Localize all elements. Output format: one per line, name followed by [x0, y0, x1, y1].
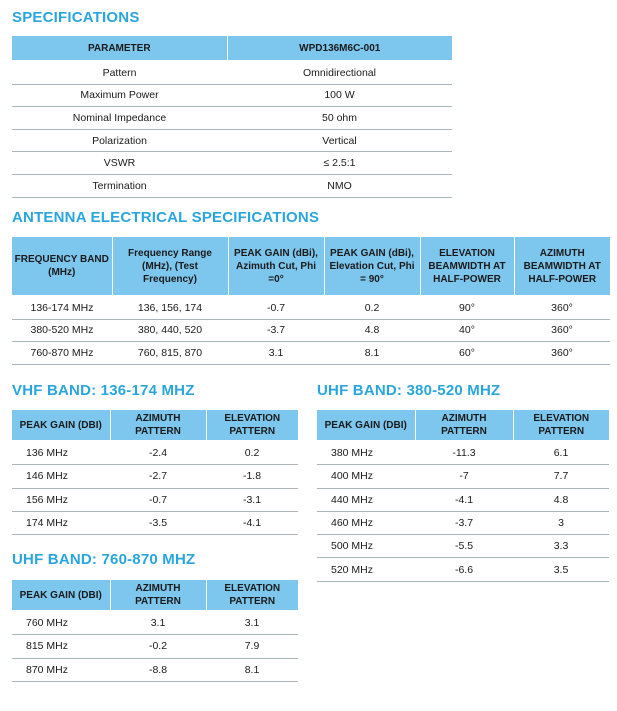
column-header: ELEVATION PATTERN	[206, 580, 298, 611]
table-row	[12, 319, 610, 342]
table-cell: Maximum Power	[12, 84, 227, 107]
column-header: PEAK GAIN (DBI)	[317, 410, 415, 441]
table-cell: 8.1	[206, 658, 298, 681]
table-cell: Termination	[12, 174, 227, 197]
table-cell: 146 MHz	[12, 465, 110, 488]
table-header-row	[12, 36, 452, 61]
column-header: WPD136M6C-001	[227, 36, 452, 61]
specifications-table	[12, 36, 452, 198]
table-cell: 380-520 MHz	[12, 319, 112, 342]
table-cell: -0.7	[110, 488, 206, 511]
column-header: FREQUENCY BAND (MHz)	[12, 237, 112, 296]
table-row	[12, 129, 452, 152]
table-cell: 380 MHz	[317, 441, 415, 465]
table-cell: 760, 815, 870	[112, 342, 228, 365]
table-cell: 760-870 MHz	[12, 342, 112, 365]
table-row	[317, 488, 609, 511]
column-header: AZIMUTH PATTERN	[415, 410, 513, 441]
table-cell: -3.7	[228, 319, 324, 342]
table-row	[317, 441, 609, 465]
table-cell: -4.1	[415, 488, 513, 511]
table-cell: Nominal Impedance	[12, 107, 227, 130]
column-header: Frequency Range (MHz), (Test Frequency)	[112, 237, 228, 296]
table-cell: 0.2	[324, 296, 420, 319]
table-cell: Omnidirectional	[227, 61, 452, 84]
table-cell: 7.9	[206, 635, 298, 658]
table-cell: 136 MHz	[12, 441, 110, 465]
table-cell: 50 ohm	[227, 107, 452, 130]
table-cell: -11.3	[415, 441, 513, 465]
table-row	[317, 558, 609, 581]
table-row	[12, 611, 298, 635]
column-header: AZIMUTH PATTERN	[110, 580, 206, 611]
table-cell: -3.7	[415, 511, 513, 534]
table-cell: 400 MHz	[317, 465, 415, 488]
uhf-band-380-table	[317, 410, 609, 582]
table-row	[317, 535, 609, 558]
table-cell: -1.8	[206, 465, 298, 488]
table-cell: NMO	[227, 174, 452, 197]
table-row	[12, 61, 452, 84]
table-cell: -5.5	[415, 535, 513, 558]
table-row	[12, 152, 452, 175]
table-row	[12, 441, 298, 465]
electrical-specifications-title: ANTENNA ELECTRICAL SPECIFICATIONS	[12, 209, 320, 226]
table-row	[12, 465, 298, 488]
table-cell: 870 MHz	[12, 658, 110, 681]
table-cell: 6.1	[513, 441, 609, 465]
table-cell: 90°	[420, 296, 514, 319]
table-cell: Polarization	[12, 129, 227, 152]
table-cell: -3.5	[110, 511, 206, 534]
specifications-title: SPECIFICATIONS	[12, 9, 140, 26]
table-cell: 156 MHz	[12, 488, 110, 511]
table-cell: VSWR	[12, 152, 227, 175]
table-cell: -3.1	[206, 488, 298, 511]
table-cell: 40°	[420, 319, 514, 342]
column-header: ELEVATION PATTERN	[206, 410, 298, 441]
table-cell: 4.8	[324, 319, 420, 342]
table-cell: 136-174 MHz	[12, 296, 112, 319]
vhf-band-table	[12, 410, 298, 535]
table-cell: Vertical	[227, 129, 452, 152]
table-cell: 60°	[420, 342, 514, 365]
table-header-row	[317, 410, 609, 441]
table-cell: 440 MHz	[317, 488, 415, 511]
column-header: PEAK GAIN (DBI)	[12, 410, 110, 441]
column-header: AZIMUTH BEAMWIDTH AT HALF-POWER	[514, 237, 610, 296]
table-row	[12, 84, 452, 107]
table-row	[12, 174, 452, 197]
table-cell: -2.7	[110, 465, 206, 488]
table-cell: -2.4	[110, 441, 206, 465]
table-cell: -8.8	[110, 658, 206, 681]
table-row	[12, 296, 610, 319]
table-cell: 460 MHz	[317, 511, 415, 534]
table-row	[317, 511, 609, 534]
table-cell: -7	[415, 465, 513, 488]
uhf-band-760-title: UHF BAND: 760-870 MHZ	[12, 551, 196, 568]
column-header: ELEVATION PATTERN	[513, 410, 609, 441]
table-cell: 136, 156, 174	[112, 296, 228, 319]
table-cell: 360°	[514, 296, 610, 319]
table-cell: 4.8	[513, 488, 609, 511]
table-header-row	[12, 580, 298, 611]
table-row	[12, 511, 298, 534]
table-row	[12, 635, 298, 658]
uhf-band-760-table	[12, 580, 298, 682]
column-header: PEAK GAIN (dBi), Azimuth Cut, Phi =0°	[228, 237, 324, 296]
table-row	[12, 107, 452, 130]
uhf-band-380-title: UHF BAND: 380-520 MHZ	[317, 382, 501, 399]
table-cell: 7.7	[513, 465, 609, 488]
table-row	[12, 658, 298, 681]
table-cell: 100 W	[227, 84, 452, 107]
table-cell: 360°	[514, 319, 610, 342]
table-cell: 3	[513, 511, 609, 534]
table-cell: 520 MHz	[317, 558, 415, 581]
table-cell: 3.3	[513, 535, 609, 558]
table-row	[12, 342, 610, 365]
table-cell: ≤ 2.5:1	[227, 152, 452, 175]
table-cell: 8.1	[324, 342, 420, 365]
table-cell: Pattern	[12, 61, 227, 84]
table-header-row	[12, 237, 610, 296]
table-cell: 3.1	[206, 611, 298, 635]
table-cell: -4.1	[206, 511, 298, 534]
table-cell: 3.1	[110, 611, 206, 635]
table-cell: 760 MHz	[12, 611, 110, 635]
table-cell: 815 MHz	[12, 635, 110, 658]
table-cell: 360°	[514, 342, 610, 365]
table-cell: -0.2	[110, 635, 206, 658]
table-cell: 174 MHz	[12, 511, 110, 534]
column-header: PEAK GAIN (DBI)	[12, 580, 110, 611]
table-cell: 3.1	[228, 342, 324, 365]
column-header: PEAK GAIN (dBi), Elevation Cut, Phi = 90°	[324, 237, 420, 296]
vhf-band-title: VHF BAND: 136-174 MHZ	[12, 382, 195, 399]
table-cell: -6.6	[415, 558, 513, 581]
table-cell: -0.7	[228, 296, 324, 319]
table-row	[12, 488, 298, 511]
electrical-specifications-table	[12, 237, 610, 365]
table-row	[317, 465, 609, 488]
table-cell: 3.5	[513, 558, 609, 581]
column-header: AZIMUTH PATTERN	[110, 410, 206, 441]
table-cell: 380, 440, 520	[112, 319, 228, 342]
column-header: ELEVATION BEAMWIDTH AT HALF-POWER	[420, 237, 514, 296]
table-cell: 0.2	[206, 441, 298, 465]
table-header-row	[12, 410, 298, 441]
table-cell: 500 MHz	[317, 535, 415, 558]
column-header: PARAMETER	[12, 36, 227, 61]
